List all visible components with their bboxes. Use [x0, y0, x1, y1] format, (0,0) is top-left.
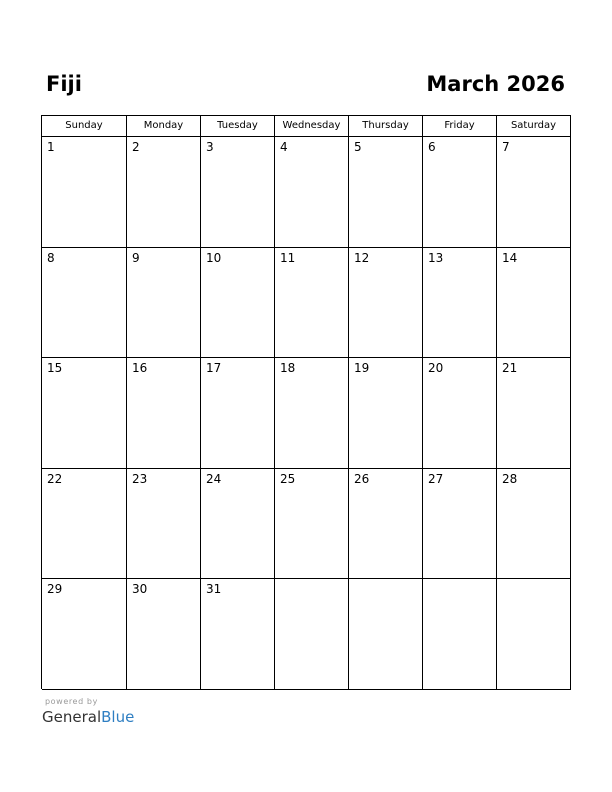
day-cell [349, 358, 423, 469]
day-number: 29 [47, 582, 63, 597]
day-number: 25 [280, 471, 296, 486]
weekday-saturday: Saturday [497, 116, 571, 137]
day-number: 23 [132, 471, 148, 486]
day-cell [127, 469, 201, 580]
weekday-sunday: Sunday [42, 116, 127, 137]
day-cell [423, 469, 497, 580]
day-cell [423, 579, 497, 690]
day-cell [275, 469, 349, 580]
weekday-friday: Friday [423, 116, 497, 137]
month-title: March 2026 [426, 72, 565, 96]
day-number: 31 [206, 582, 222, 597]
day-cell [275, 358, 349, 469]
day-number: 14 [502, 250, 518, 265]
day-number: 30 [132, 582, 148, 597]
day-number: 4 [280, 140, 288, 154]
day-cell [127, 579, 201, 690]
week-row-4 [42, 469, 571, 580]
brand-name [42, 707, 134, 727]
day-cell [423, 358, 497, 469]
week-row-1 [42, 137, 571, 248]
day-number: 3 [206, 140, 214, 154]
day-cell [201, 579, 275, 690]
day-cell [201, 469, 275, 580]
day-cell [275, 137, 349, 248]
day-cell [275, 248, 349, 359]
day-cell [349, 137, 423, 248]
day-cell [127, 137, 201, 248]
powered-by-label: powered by [45, 697, 98, 706]
day-cell [423, 248, 497, 359]
weekday-monday: Monday [127, 116, 201, 137]
day-cell [497, 248, 571, 359]
calendar-grid [41, 115, 571, 689]
day-number: 1 [47, 140, 55, 154]
weekday-wednesday: Wednesday [275, 116, 349, 137]
day-number: 21 [502, 361, 518, 376]
day-cell [201, 137, 275, 248]
day-cell [42, 248, 127, 359]
weekday-header-row [42, 116, 571, 137]
day-number: 2 [132, 140, 140, 154]
week-row-3 [42, 358, 571, 469]
day-number: 17 [206, 361, 222, 376]
day-cell [275, 579, 349, 690]
day-number: 12 [354, 250, 370, 265]
day-number: 27 [428, 471, 444, 486]
day-cell [42, 137, 127, 248]
week-row-5 [42, 579, 571, 690]
weekday-thursday: Thursday [349, 116, 423, 137]
brand-blue: Blue [101, 708, 135, 726]
day-cell [497, 469, 571, 580]
day-number: 18 [280, 361, 296, 376]
day-number: 13 [428, 250, 444, 265]
day-number: 26 [354, 471, 370, 486]
weekday-tuesday: Tuesday [201, 116, 275, 137]
day-cell [127, 248, 201, 359]
day-number: 20 [428, 361, 444, 376]
day-number: 9 [132, 250, 140, 265]
day-cell [201, 248, 275, 359]
day-number: 28 [502, 471, 518, 486]
day-number: 8 [47, 250, 55, 265]
day-number: 5 [354, 140, 362, 154]
day-cell [42, 469, 127, 580]
country-title: Fiji [46, 72, 82, 96]
day-number: 24 [206, 471, 222, 486]
day-number: 6 [428, 140, 436, 154]
day-cell [497, 579, 571, 690]
day-cell [127, 358, 201, 469]
day-cell [423, 137, 497, 248]
week-row-2 [42, 248, 571, 359]
day-number: 15 [47, 361, 63, 376]
day-cell [497, 358, 571, 469]
day-number: 16 [132, 361, 148, 376]
day-cell [349, 248, 423, 359]
day-number: 22 [47, 471, 63, 486]
day-cell [349, 579, 423, 690]
day-cell [42, 579, 127, 690]
generalblue-logo [42, 697, 134, 727]
brand-general: General [42, 708, 102, 726]
day-cell [349, 469, 423, 580]
day-cell [42, 358, 127, 469]
day-cell [497, 137, 571, 248]
day-number: 11 [280, 250, 296, 265]
day-number: 10 [206, 250, 222, 265]
day-cell [201, 358, 275, 469]
day-number: 19 [354, 361, 370, 376]
day-number: 7 [502, 140, 510, 154]
